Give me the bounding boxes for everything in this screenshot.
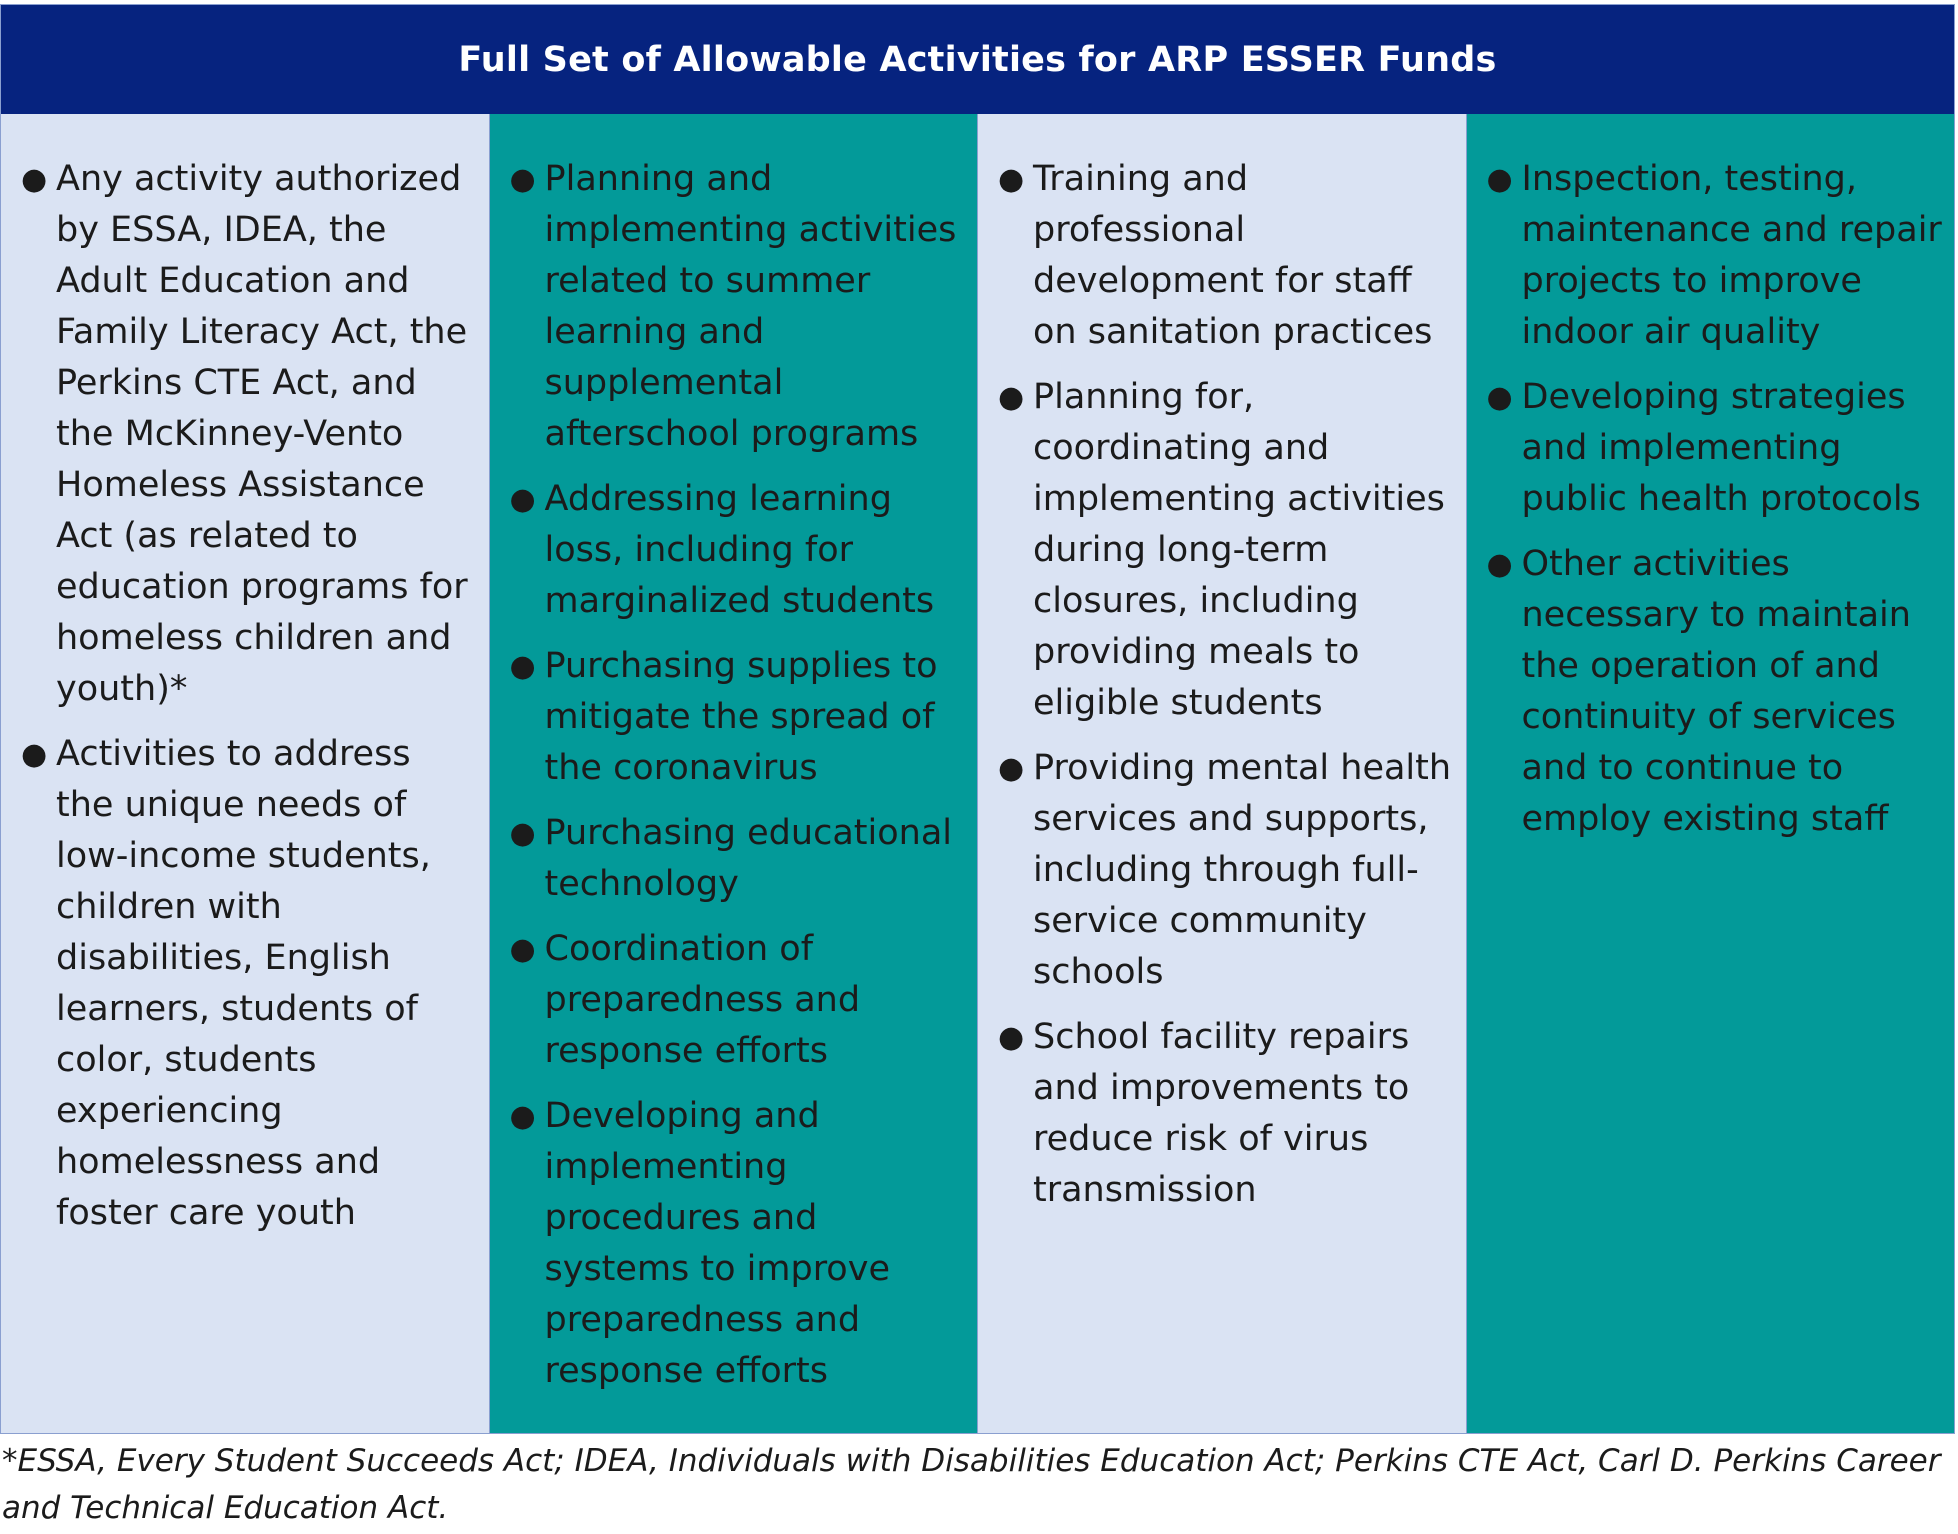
activities-table	[0, 4, 1955, 1434]
table-title: Full Set of Allowable Activities for ARP ESSER Funds	[1, 5, 1954, 114]
bullet-icon: ●	[1486, 547, 1513, 582]
list-item	[500, 924, 968, 1077]
list-item	[1477, 154, 1945, 358]
list-item	[500, 808, 968, 910]
list-item-text: Activities to address the unique needs of low-income students, children with disabilities, English learners, students of color, students experiencing homelessness and foster care youth	[56, 734, 431, 1233]
list-item	[988, 372, 1456, 729]
list-item	[500, 474, 968, 627]
bullet-icon: ●	[509, 482, 536, 517]
bullet-icon: ●	[998, 380, 1025, 415]
footnote: *ESSA, Every Student Succeeds Act; IDEA, Individuals with Disabilities Education Act; Perkins CTE Act, Carl D. Perkins Career and Technical Education Act.	[2, 1443, 1941, 1526]
list-item-text: Purchasing supplies to mitigate the spread of the coronavirus	[544, 646, 938, 788]
bullet-icon: ●	[509, 649, 536, 684]
list-item	[988, 743, 1456, 998]
bullet-icon: ●	[998, 162, 1025, 197]
bullet-icon: ●	[509, 816, 536, 851]
list-item-text: Training and professional development for staff on sanitation practices	[1033, 159, 1433, 352]
list-item	[1477, 372, 1945, 525]
list-item	[500, 154, 968, 460]
list-item-text: Planning and implementing activities related to summer learning and supplemental afterschool programs	[544, 159, 957, 454]
bullet-icon: ●	[21, 737, 48, 772]
list-item-text: Providing mental health services and supports, including through full-service community schools	[1033, 748, 1452, 992]
bullet-icon: ●	[1486, 162, 1513, 197]
list-item-text: School facility repairs and improvements to reduce risk of virus transmission	[1033, 1017, 1410, 1210]
list-item-text: Other activities necessary to maintain the operation of and continuity of services and to continue to employ existing staff	[1521, 544, 1911, 839]
bullet-icon: ●	[998, 1020, 1025, 1055]
list-item	[11, 729, 479, 1239]
column-4	[1467, 114, 1955, 1433]
column-2	[490, 114, 979, 1433]
list-item	[1477, 539, 1945, 845]
list-item-text: Planning for, coordinating and implementing activities during long-term closures, including providing meals to eligible students	[1033, 377, 1445, 723]
list-item-text: Any activity authorized by ESSA, IDEA, the Adult Education and Family Literacy Act, the Perkins CTE Act, and the McKinney-Vento Homeless Assistance Act (as related to education programs for homeless children and youth)*	[56, 159, 468, 709]
bullet-icon: ●	[509, 932, 536, 967]
bullet-icon: ●	[509, 1099, 536, 1134]
bullet-icon: ●	[998, 751, 1025, 786]
list-item	[988, 1012, 1456, 1216]
list-item-text: Inspection, testing, maintenance and repair projects to improve indoor air quality	[1521, 159, 1942, 352]
list-item	[988, 154, 1456, 358]
list-item	[11, 154, 479, 715]
list-item	[500, 1091, 968, 1397]
column-3	[978, 114, 1467, 1433]
column-1-list	[11, 154, 479, 1239]
list-item-text: Developing and implementing procedures and systems to improve preparedness and response efforts	[544, 1096, 890, 1391]
column-1	[1, 114, 490, 1433]
bullet-icon: ●	[509, 162, 536, 197]
column-3-list	[988, 154, 1456, 1216]
bullet-icon: ●	[1486, 380, 1513, 415]
list-item	[500, 641, 968, 794]
column-4-list	[1477, 154, 1945, 845]
list-item-text: Developing strategies and implementing public health protocols	[1521, 377, 1921, 519]
table-columns	[1, 114, 1954, 1433]
list-item-text: Coordination of preparedness and response efforts	[544, 929, 861, 1071]
list-item-text: Addressing learning loss, including for marginalized students	[544, 479, 935, 621]
column-2-list	[500, 154, 968, 1397]
bullet-icon: ●	[21, 162, 48, 197]
list-item-text: Purchasing educational technology	[544, 813, 952, 904]
